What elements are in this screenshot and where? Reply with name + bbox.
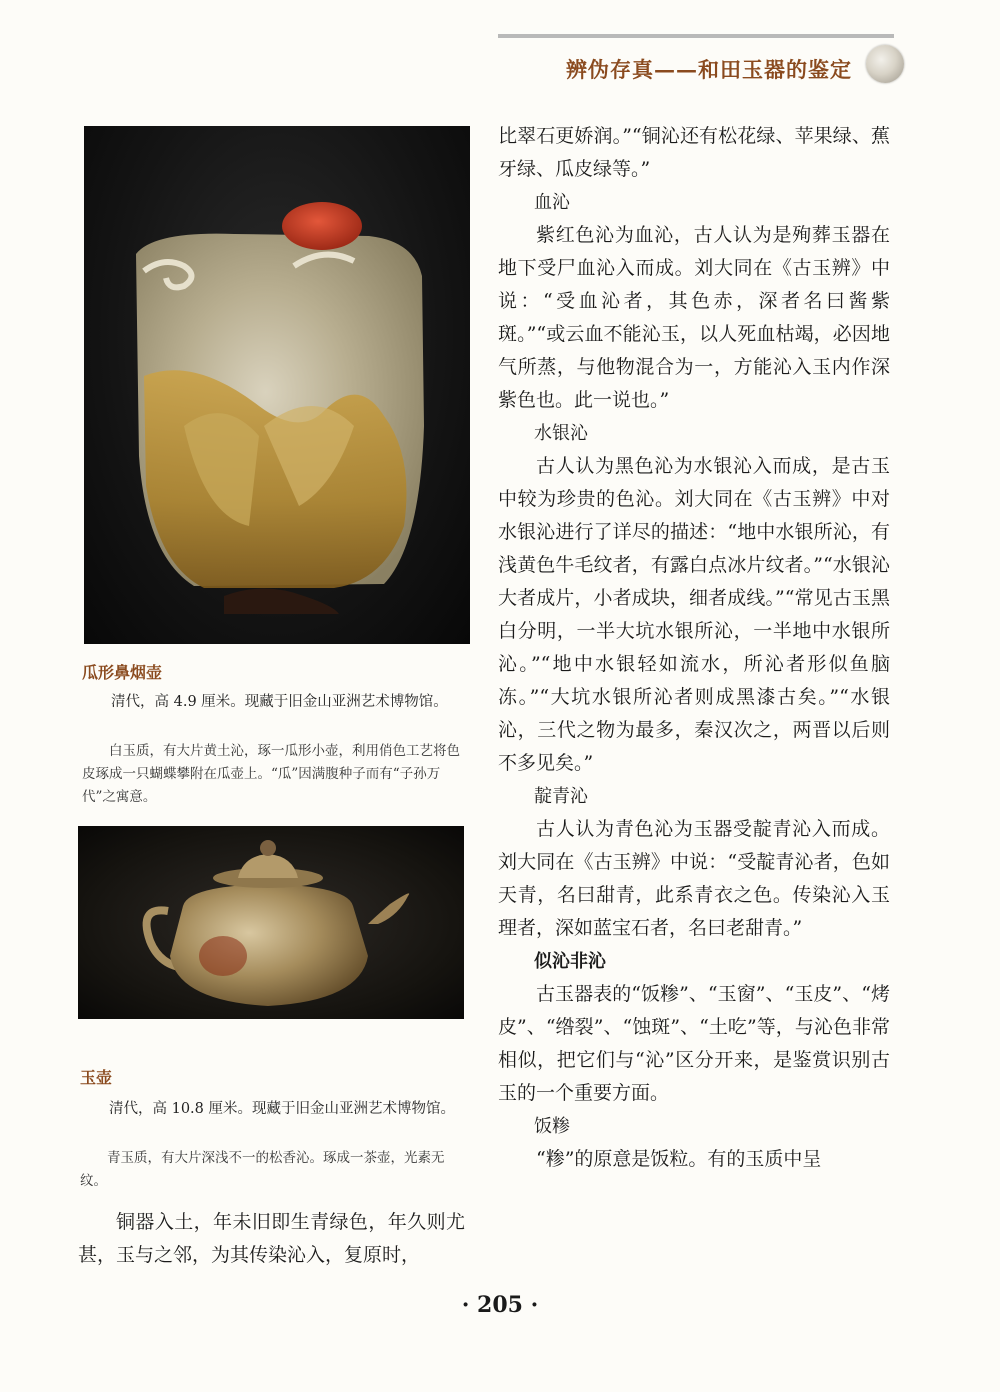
subheading-rice-grain: 饭糁 bbox=[534, 1116, 570, 1137]
paragraph-copper-continued: 比翠石更娇润。”“铜沁还有松花绿、苹果绿、蕉牙绿、瓜皮绿等。” bbox=[498, 125, 890, 180]
figure2-caption-title: 玉壶 bbox=[80, 1068, 113, 1087]
jade-disc-ornament bbox=[866, 45, 904, 83]
figure2-caption-meta: 清代，高 10.8 厘米。现藏于旧金山亚洲艺术博物馆。 bbox=[109, 1101, 456, 1117]
subheading-mercury-stain: 水银沁 bbox=[534, 423, 588, 444]
jade-teapot-photo bbox=[78, 826, 464, 1019]
paragraph-rice-grain: “糁”的原意是饭粒。有的玉质中呈 bbox=[536, 1148, 822, 1170]
left-tail-paragraph: 铜器入土，年未旧即生青绿色，年久则尤甚，玉与之邻，为其传染沁入，复原时， bbox=[78, 1211, 465, 1266]
subheading-blood-stain: 血沁 bbox=[534, 192, 570, 213]
figure2-caption-description: 青玉质，有大片深浅不一的松香沁。琢成一茶壶，光素无纹。 bbox=[80, 1150, 445, 1189]
left-column-text bbox=[78, 1206, 465, 1272]
snuff-bottle-photo bbox=[84, 126, 470, 644]
paragraph-pseudo-stain: 古玉器表的“饭糁”、“玉窗”、“玉皮”、“烤皮”、“绺裂”、“蚀斑”、“土吃”等，与沁色非常相似，把它们与“沁”区分开来，是鉴赏识别古玉的一个重要方面。 bbox=[498, 983, 890, 1104]
subheading-pseudo-stain: 似沁非沁 bbox=[534, 951, 606, 972]
figure1-caption-meta: 清代，高 4.9 厘米。现藏于旧金山亚洲艺术博物馆。 bbox=[111, 694, 448, 710]
subheading-indigo-stain: 靛青沁 bbox=[534, 786, 588, 807]
paragraph-mercury-stain: 古人认为黑色沁为水银沁入而成，是古玉中较为珍贵的色沁。刘大同在《古玉辨》中对水银沁进行了详尽的描述：“地中水银所沁，有浅黄色牛毛纹者，有露白点冰片纹者。”“水银沁大者成片，小者成块，细者成线。”“常见古玉黑白分明，一半大坑水银所沁，一半地中水银所沁。”“地中水银轻如流水，所沁者形似鱼脑冻。”“大坑水银所沁者则成黑漆古矣。”“水银沁，三代之物为最多，秦汉次之，两晋以后则不多见矣。” bbox=[498, 455, 890, 774]
figure1-caption-description: 白玉质，有大片黄土沁，琢一瓜形小壶，利用俏色工艺将色皮琢成一只蝴蝶攀附在瓜壶上。“瓜”因满腹种子而有“子孙万代”之寓意。 bbox=[82, 743, 460, 805]
paragraph-indigo-stain: 古人认为青色沁为玉器受靛青沁入而成。刘大同在《古玉辨》中说：“受靛青沁者，色如天青，名曰甜青，此系青衣之色。传染沁入玉理者，深如蓝宝石者，名曰老甜青。” bbox=[498, 818, 890, 939]
figure1-caption-title: 瓜形鼻烟壶 bbox=[82, 663, 163, 682]
running-header-title: 辨伪存真——和田玉器的鉴定 bbox=[566, 57, 852, 82]
header-rule bbox=[498, 34, 894, 38]
paragraph-blood-stain: 紫红色沁为血沁，古人认为是殉葬玉器在地下受尸血沁入而成。刘大同在《古玉辨》中说：“受血沁者，其色赤，深者名曰酱紫斑。”“或云血不能沁玉，以人死血枯竭，必因地气所蒸，与他物混合为一，方能沁入玉内作深紫色也。此一说也。” bbox=[498, 224, 890, 411]
right-column-text bbox=[498, 120, 890, 1176]
page-number: · 205 · bbox=[461, 1292, 539, 1318]
